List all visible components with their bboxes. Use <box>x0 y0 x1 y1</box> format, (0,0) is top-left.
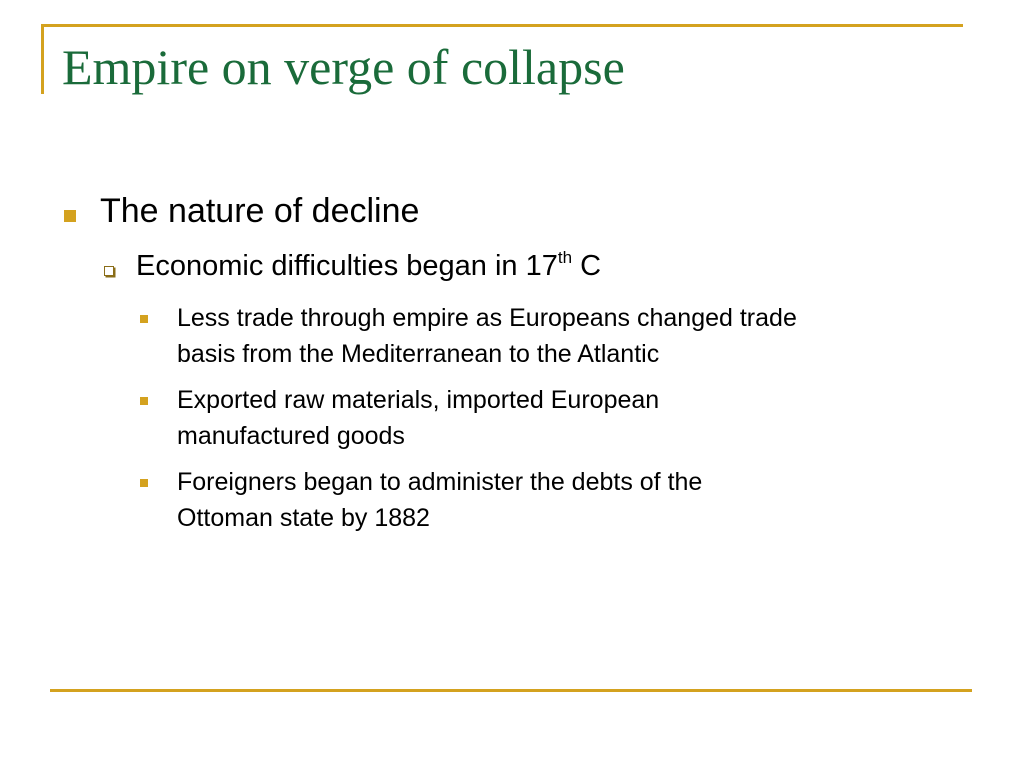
level2-text-suffix: C <box>572 250 602 282</box>
level3-line: basis from the Mediterranean to the Atlantic <box>177 340 660 368</box>
level2-bullet-icon <box>104 266 114 276</box>
slide-title: Empire on verge of collapse <box>62 39 625 95</box>
level3-line: manufactured goods <box>177 422 405 450</box>
level3-line: Exported raw materials, imported European <box>177 386 660 414</box>
left-accent-rule <box>41 26 44 94</box>
level1-item: The nature of decline <box>100 192 420 230</box>
level3-item <box>177 300 977 372</box>
level3-line: Ottoman state by 1882 <box>177 504 430 532</box>
level1-bullet-icon <box>64 210 76 222</box>
level3-line: Less trade through empire as Europeans changed trade <box>177 304 797 332</box>
level2-text: Economic difficulties began in 17 <box>136 250 558 282</box>
bottom-rule <box>50 689 972 692</box>
level2-superscript: th <box>557 248 573 267</box>
level3-item <box>177 382 977 454</box>
level3-bullet-icon <box>140 397 148 405</box>
top-rule <box>41 24 963 27</box>
level2-item <box>136 250 601 283</box>
level3-bullet-icon <box>140 479 148 487</box>
level3-bullet-icon <box>140 315 148 323</box>
level3-line: Foreigners began to administer the debts of the <box>177 468 703 496</box>
level3-item <box>177 464 977 536</box>
